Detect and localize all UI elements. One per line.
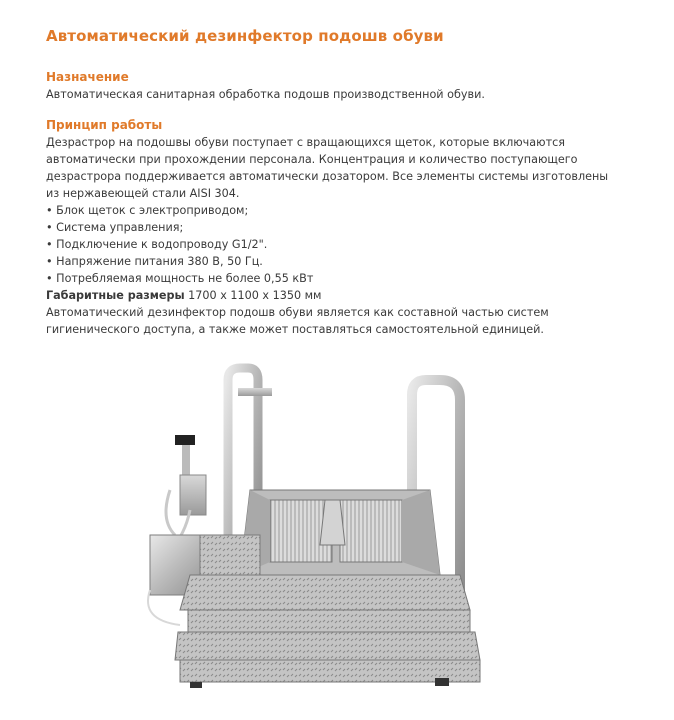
page-title: Автоматический дезинфектор подошв обуви: [46, 27, 444, 45]
principle-heading: Принцип работы: [46, 118, 163, 132]
purpose-text: Автоматическая санитарная обработка подошв производственной обуви.: [46, 88, 485, 101]
principle-line: Дезрастрор на подошвы обуви поступает с вращающихся щеток, которые включаются: [46, 136, 565, 149]
brush-tray: [240, 490, 440, 575]
closing-line: гигиенического доступа, а также может поставляться самостоятельной единицей.: [46, 323, 544, 336]
purpose-heading: Назначение: [46, 70, 129, 84]
principle-line: из нержавеющей стали AISI 304.: [46, 187, 240, 200]
bullet-item: • Подключение к водопроводу G1/2".: [46, 238, 268, 251]
dimensions-label: Габаритные размеры: [46, 289, 185, 302]
bullet-item: • Напряжение питания 380 В, 50 Гц.: [46, 255, 263, 268]
principle-line: дезрастрора поддерживается автоматически дозатором. Все элементы системы изготовлены: [46, 170, 609, 183]
dimensions-value: 1700 х 1100 х 1350 мм: [184, 289, 322, 302]
dimensions-line: [46, 287, 322, 305]
product-photo: [130, 360, 490, 700]
dosing-unit: [166, 435, 206, 550]
bullet-item: • Блок щеток с электроприводом;: [46, 204, 249, 217]
bullet-item: • Система управления;: [46, 221, 184, 234]
principle-line: автоматически при прохождении персонала. Концентрация и количество поступающего: [46, 153, 578, 166]
closing-line: Автоматический дезинфектор подошв обуви является как составной частью систем: [46, 306, 549, 319]
bullet-item: • Потребляемая мощность не более 0,55 кВт: [46, 272, 314, 285]
